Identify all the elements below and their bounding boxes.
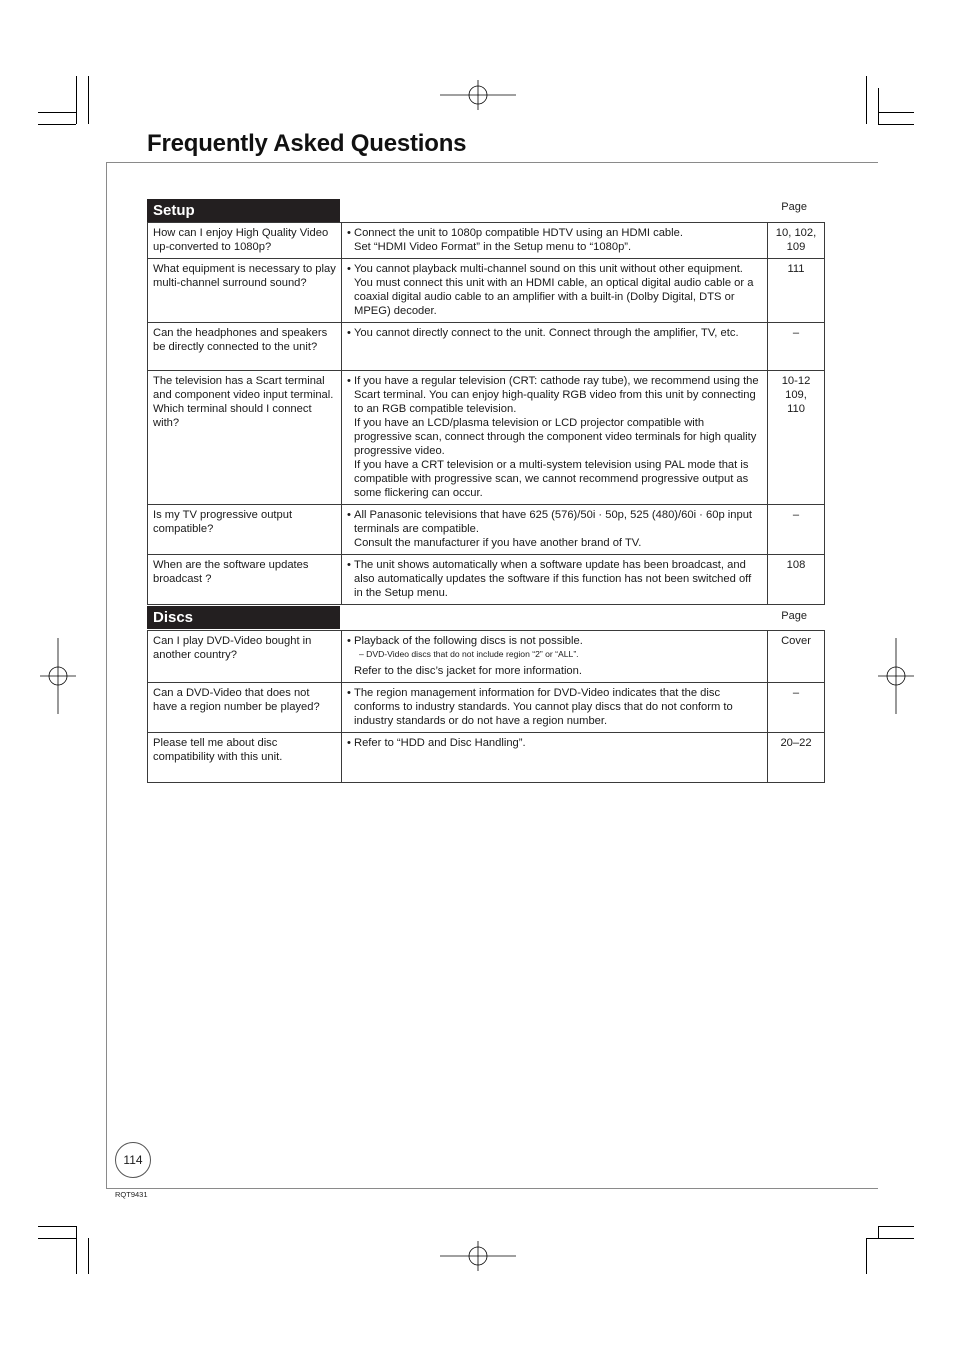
question-cell: How can I enjoy High Quality Video up-converted to 1080p? xyxy=(148,223,342,259)
page-reference-cell xyxy=(768,733,825,783)
crop-mark xyxy=(38,124,76,125)
answer-bullet: • If you have a regular television (CRT: cathode ray tube), we recommend using the Scart terminal. You can enjoy high-quality RGB video from this unit by connecting to an RGB compatible television. xyxy=(347,374,762,416)
page-reference: 108 xyxy=(786,559,806,571)
page-reference: – xyxy=(792,509,800,521)
page-reference: – xyxy=(792,327,800,339)
question-cell: What equipment is necessary to play multi-channel surround sound? xyxy=(148,259,342,323)
answer-line: You must connect this unit with an HDMI cable, an optical digital audio cable or a coaxial digital audio cable to an amplifier with a built-in (Dolby Digital, DTS or MPEG) decoder. xyxy=(354,277,754,317)
crop-mark xyxy=(38,1226,76,1227)
table-row xyxy=(148,683,825,733)
answer-cell xyxy=(342,733,768,783)
answer-line: If you have a CRT television or a multi-system television using PAL mode that is compatible with progressive scan, we cannot recommend progressive output as some flickering can occur. xyxy=(354,459,749,499)
question-cell: The television has a Scart terminal and component video input terminal. Which terminal should I connect with? xyxy=(148,371,342,505)
answer-cell xyxy=(342,223,768,259)
answer-followup: Refer to the disc’s jacket for more information. xyxy=(354,665,582,677)
page-reference: 10-12 xyxy=(781,375,811,387)
page-reference-cell xyxy=(768,259,825,323)
header-rule xyxy=(106,162,878,163)
crop-mark xyxy=(866,76,867,124)
table-row xyxy=(148,631,825,683)
section-title: Setup xyxy=(147,199,340,222)
page-reference-cell xyxy=(768,555,825,605)
table-row xyxy=(148,223,825,259)
page-reference: 110 xyxy=(787,403,805,415)
page-reference-cell xyxy=(768,683,825,733)
question-cell: When are the software updates broadcast ? xyxy=(148,555,342,605)
crop-mark xyxy=(88,1238,89,1274)
section-discs xyxy=(147,606,819,783)
page-reference: 109, xyxy=(785,389,807,401)
answer-line: Consult the manufacturer if you have another brand of TV. xyxy=(354,537,642,549)
page-reference-cell xyxy=(768,323,825,371)
answer-bullet: • You cannot playback multi-channel sound on this unit without other equipment. xyxy=(347,262,762,276)
crop-mark xyxy=(88,76,89,124)
crop-mark xyxy=(878,1226,914,1227)
page-reference: 20–22 xyxy=(780,737,812,749)
answer-bullet: • The region management information for DVD-Video indicates that the disc conforms to industry standards. You cannot play discs that do not conform to industry standards or do not have a region number. xyxy=(347,686,762,728)
registration-mark-icon xyxy=(440,80,516,110)
answer-bullet: • The unit shows automatically when a software update has been broadcast, and also automatically updates the software if this function has not been switched off in the Setup menu. xyxy=(347,558,762,600)
answer-bullet: • Refer to “HDD and Disc Handling”. xyxy=(347,736,762,750)
page-reference-cell xyxy=(768,505,825,555)
answer-cell xyxy=(342,259,768,323)
page-title: Frequently Asked Questions xyxy=(147,130,467,157)
question-cell: Can the headphones and speakers be directly connected to the unit? xyxy=(148,323,342,371)
page-column-header: Page xyxy=(781,201,807,213)
table-row xyxy=(148,323,825,371)
crop-mark xyxy=(878,1226,879,1238)
registration-mark-icon xyxy=(40,638,76,714)
section-title: Discs xyxy=(147,606,340,629)
question-cell: Can a DVD-Video that does not have a region number be played? xyxy=(148,683,342,733)
page-reference: – xyxy=(792,687,800,699)
crop-mark xyxy=(76,1226,77,1274)
crop-mark xyxy=(38,112,76,113)
registration-mark-icon xyxy=(440,1241,516,1271)
answer-cell xyxy=(342,505,768,555)
answer-note: – DVD-Video discs that do not include region “2” or “ALL”. xyxy=(359,649,579,659)
page-reference: 10, 102, xyxy=(775,227,817,239)
question-cell: Is my TV progressive output compatible? xyxy=(148,505,342,555)
answer-cell xyxy=(342,683,768,733)
answer-bullet: • Connect the unit to 1080p compatible HDTV using an HDMI cable. xyxy=(347,226,762,240)
page-reference-cell xyxy=(768,223,825,259)
document-code: RQT9431 xyxy=(115,1190,148,1199)
crop-mark xyxy=(866,1238,914,1239)
section-setup xyxy=(147,199,819,605)
table-row xyxy=(148,371,825,505)
crop-mark xyxy=(76,76,77,124)
answer-line: Set “HDMI Video Format” in the Setup menu to “1080p”. xyxy=(354,241,632,253)
answer-bullet: • You cannot directly connect to the unit. Connect through the amplifier, TV, etc. xyxy=(347,326,762,340)
page-reference-cell xyxy=(768,371,825,505)
answer-bullet: • All Panasonic televisions that have 625 (576)/50i · 50p, 525 (480)/60i · 60p input terminals are compatible. xyxy=(347,508,762,536)
faq-table xyxy=(147,222,825,605)
section-header xyxy=(147,606,819,629)
table-row xyxy=(148,259,825,323)
page-reference: Cover xyxy=(781,635,811,647)
answer-line: If you have an LCD/plasma television or LCD projector compatible with progressive scan, connect through the component video terminals for high quality progressive video. xyxy=(354,417,757,457)
page-number: 114 xyxy=(115,1142,151,1178)
table-row xyxy=(148,555,825,605)
answer-cell xyxy=(342,323,768,371)
faq-table xyxy=(147,630,825,783)
table-row xyxy=(148,505,825,555)
crop-mark xyxy=(38,1238,76,1239)
question-cell: Can I play DVD-Video bought in another country? xyxy=(148,631,342,683)
crop-mark xyxy=(866,1238,867,1274)
registration-mark-icon xyxy=(878,638,914,714)
footer-rule xyxy=(106,1188,878,1189)
question-cell: Please tell me about disc compatibility with this unit. xyxy=(148,733,342,783)
page-reference-cell xyxy=(768,631,825,683)
answer-cell xyxy=(342,371,768,505)
answer-bullet: • Playback of the following discs is not possible. xyxy=(347,634,762,648)
crop-mark xyxy=(878,88,879,124)
answer-cell xyxy=(342,555,768,605)
table-row xyxy=(148,733,825,783)
answer-cell xyxy=(342,631,768,683)
page-reference: 109 xyxy=(786,241,806,253)
page-reference: 111 xyxy=(787,263,805,275)
crop-mark xyxy=(878,112,914,113)
page-column-header: Page xyxy=(781,610,807,622)
crop-mark xyxy=(878,124,914,125)
left-rule xyxy=(106,162,107,1188)
section-header xyxy=(147,199,819,222)
